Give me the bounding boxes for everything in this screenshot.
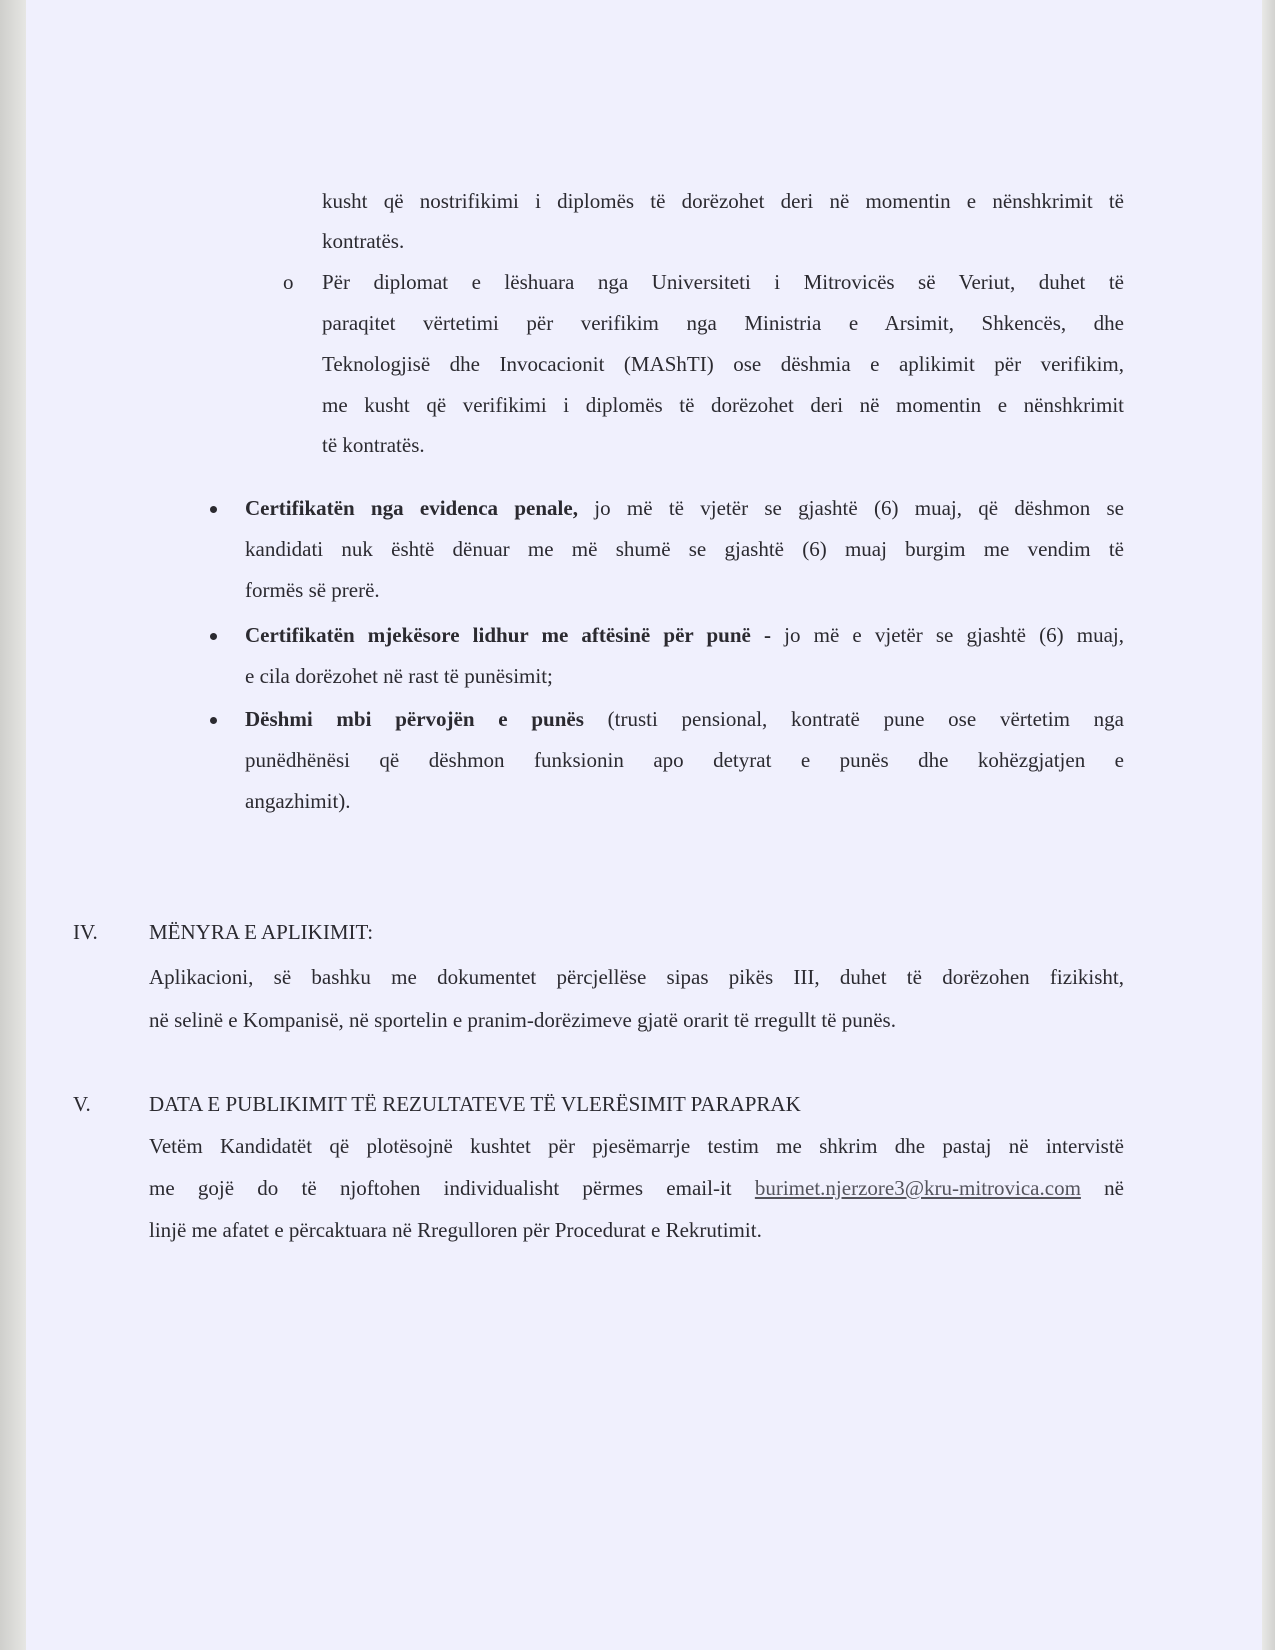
scan-edge-right bbox=[1262, 0, 1275, 1650]
paragraph-line: Teknologjisë dhe Invocacionit (MAShTI) ose dëshmia e aplikimit për verifikim, bbox=[322, 352, 1124, 376]
paragraph-line: me kusht që verifikimi i diplomës të dorëzohet deri në momentin e nënshkrimit bbox=[322, 393, 1124, 417]
bullet-text: (trusti pensional, kontratë pune ose vërtetim nga bbox=[583, 707, 1124, 731]
bullet-item-work-experience bbox=[245, 707, 1124, 731]
paragraph-line: në selinë e Kompanisë, në sportelin e pranim-dorëzimeve gjatë orarit të rregullt të punës. bbox=[149, 1008, 896, 1032]
paragraph-line bbox=[149, 1176, 1124, 1200]
paragraph-line: angazhimit). bbox=[245, 789, 351, 813]
scan-edge-left bbox=[0, 0, 26, 1650]
section-heading-publication-date: DATA E PUBLIKIMIT TË REZULTATEVE TË VLERËSIMIT PARAPRAK bbox=[149, 1092, 801, 1116]
bullet-item-criminal-record bbox=[245, 496, 1124, 520]
paragraph-line: kontratës. bbox=[322, 229, 405, 253]
bullet-text: jo më e vjetër se gjashtë (6) muaj, bbox=[770, 623, 1124, 647]
paragraph-line: formës së prerë. bbox=[245, 578, 380, 602]
paragraph-line: paraqitet vërtetimi për verifikim nga Ministria e Arsimit, Shkencës, dhe bbox=[322, 311, 1124, 335]
email-link[interactable]: burimet.njerzore3@kru-mitrovica.com bbox=[754, 1176, 1081, 1200]
text-segment: me gojë do të njoftohen individualisht përmes email-it bbox=[149, 1176, 755, 1200]
bullet-icon bbox=[210, 506, 217, 513]
paragraph-line: Vetëm Kandidatët që plotësojnë kushtet për pjesëmarrje testim me shkrim dhe pastaj në intervistë bbox=[149, 1134, 1124, 1158]
paragraph-line: Aplikacioni, së bashku me dokumentet përcjellëse sipas pikës III, duhet të dorëzohen fizikisht, bbox=[149, 965, 1124, 989]
bullet-bold-label: Certifikatën nga evidenca penale, bbox=[245, 496, 578, 520]
section-number: V. bbox=[73, 1092, 91, 1116]
paragraph-line: linjë me afatet e përcaktuara në Rregulloren për Procedurat e Rekrutimit. bbox=[149, 1218, 762, 1242]
section-heading-application-method: MËNYRA E APLIKIMIT: bbox=[149, 920, 374, 944]
paragraph-line: punëdhënësi që dëshmon funksionin apo detyrat e punës dhe kohëzgjatjen e bbox=[245, 748, 1124, 772]
paragraph-line: kandidati nuk është dënuar me më shumë se gjashtë (6) muaj burgim me vendim të bbox=[245, 537, 1124, 561]
bullet-icon bbox=[210, 633, 217, 640]
bullet-text: jo më të vjetër se gjashtë (6) muaj, që dëshmon se bbox=[577, 496, 1124, 520]
paragraph-line: të kontratës. bbox=[322, 433, 425, 457]
paragraph-line: kusht që nostrifikimi i diplomës të dorëzohet deri në momentin e nënshkrimit të bbox=[322, 189, 1124, 213]
paragraph-line: e cila dorëzohet në rast të punësimit; bbox=[245, 664, 553, 688]
bullet-item-medical-certificate bbox=[245, 623, 1124, 647]
bullet-icon bbox=[210, 717, 217, 724]
paragraph-line: Për diplomat e lëshuara nga Universiteti i Mitrovicës së Veriut, duhet të bbox=[322, 270, 1124, 294]
text-segment: në bbox=[1080, 1176, 1124, 1200]
bullet-bold-label: Dëshmi mbi përvojën e punës bbox=[245, 707, 584, 731]
sub-bullet-marker: o bbox=[283, 270, 294, 294]
section-number: IV. bbox=[73, 920, 98, 944]
bullet-bold-label: Certifikatën mjekësore lidhur me aftësinë për punë - bbox=[245, 623, 771, 647]
